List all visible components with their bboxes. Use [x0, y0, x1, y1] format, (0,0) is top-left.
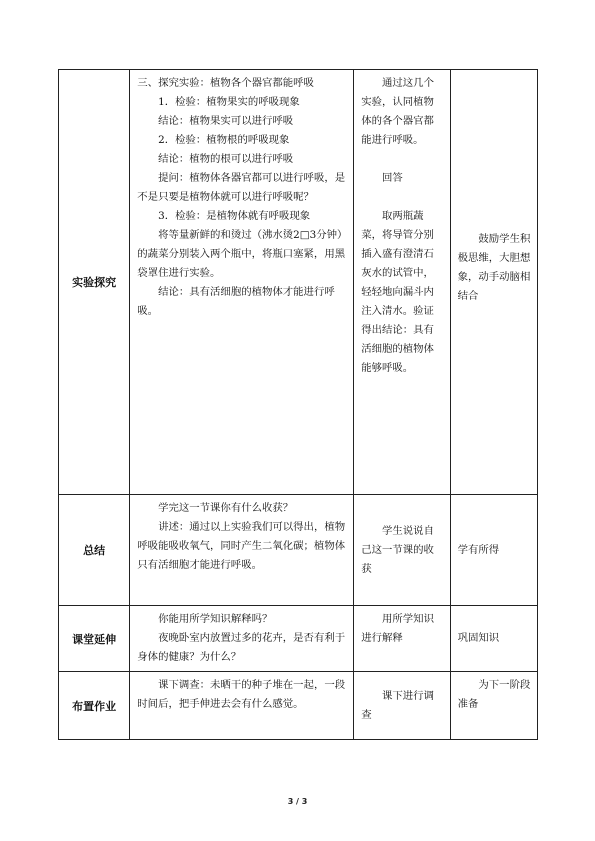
content-line: 三、探究实验：植物各个器官都能呼吸	[137, 77, 314, 89]
content-cell	[130, 672, 354, 740]
row-label-extension: 课堂延伸	[59, 606, 130, 672]
intent-cell	[450, 672, 537, 740]
student-line: 回答	[382, 172, 403, 184]
student-line: 取两瓶蔬菜，将导管分别插入盛有澄清石灰水的试管中，轻轻地向漏斗内注入清水。验证得出结论：具有活细胞的植物体能够呼吸。	[361, 210, 434, 374]
lesson-plan-table	[58, 69, 538, 740]
content-line: 2．检验：植物根的呼吸现象	[158, 134, 290, 146]
intent-cell	[450, 70, 537, 495]
intent-text: 鼓励学生积极思维，大胆想象，动手动脑相结合	[457, 233, 531, 302]
student-activity-cell	[354, 672, 450, 740]
row-label-experiment: 实验探究	[59, 70, 130, 495]
intent-text: 为下一阶段准备	[457, 679, 531, 710]
student-line: 学生说说自己这一节课的收获	[361, 524, 434, 575]
content-line: 1．检验：植物果实的呼吸现象	[158, 96, 300, 108]
content-line: 结论：具有活细胞的植物体才能进行呼吸。	[137, 286, 335, 317]
content-line: 提问：植物体各器官都可以进行呼吸，是不是只要是植物体就可以进行呼吸呢？	[137, 172, 346, 203]
student-line: 用所学知识进行解释	[361, 613, 434, 644]
intent-text: 巩固知识	[457, 632, 500, 644]
content-line: 夜晚卧室内放置过多的花卉，是否有利于身体的健康？为什么？	[137, 632, 346, 663]
page-number: 3 / 3	[287, 797, 308, 806]
content-cell	[130, 606, 354, 672]
content-line: 结论：植物果实可以进行呼吸	[158, 115, 294, 127]
content-line: 课下调查：未晒干的种子堆在一起，一段时间后，把手伸进去会有什么感觉。	[137, 679, 346, 710]
content-line: 结论：植物的根可以进行呼吸	[158, 153, 294, 165]
content-line: 讲述：通过以上实验我们可以得出，植物呼吸能吸收氧气，同时产生二氧化碳；植物体只有活细胞才能进行呼吸。	[137, 521, 346, 571]
student-activity-cell	[354, 495, 450, 606]
row-label-summary: 总结	[59, 495, 130, 606]
content-line: 你能用所学知识解释吗？	[158, 613, 273, 625]
intent-text: 学有所得	[457, 543, 500, 556]
content-cell	[130, 495, 354, 606]
table-row	[59, 495, 538, 606]
student-line: 通过这几个实验，认同植物体的各个器官都能进行呼吸。	[361, 77, 434, 146]
intent-cell	[450, 495, 537, 606]
row-label-homework: 布置作业	[59, 672, 130, 740]
student-line: 课下进行调查	[361, 689, 434, 721]
student-activity-cell	[354, 70, 450, 495]
content-line: 学完这一节课你有什么收获？	[158, 502, 294, 514]
content-cell	[130, 70, 354, 495]
intent-cell	[450, 606, 537, 672]
content-line: 3．检验：是植物体就有呼吸现象	[158, 210, 311, 222]
table-row	[59, 606, 538, 672]
table-row	[59, 70, 538, 495]
content-line: 将等量新鲜的和烫过（沸水烫2□3分钟）的蔬菜分别装入两个瓶中，将瓶口塞紧，用黑袋罩住进行实验。	[137, 229, 346, 279]
student-activity-cell	[354, 606, 450, 672]
table-row	[59, 672, 538, 740]
